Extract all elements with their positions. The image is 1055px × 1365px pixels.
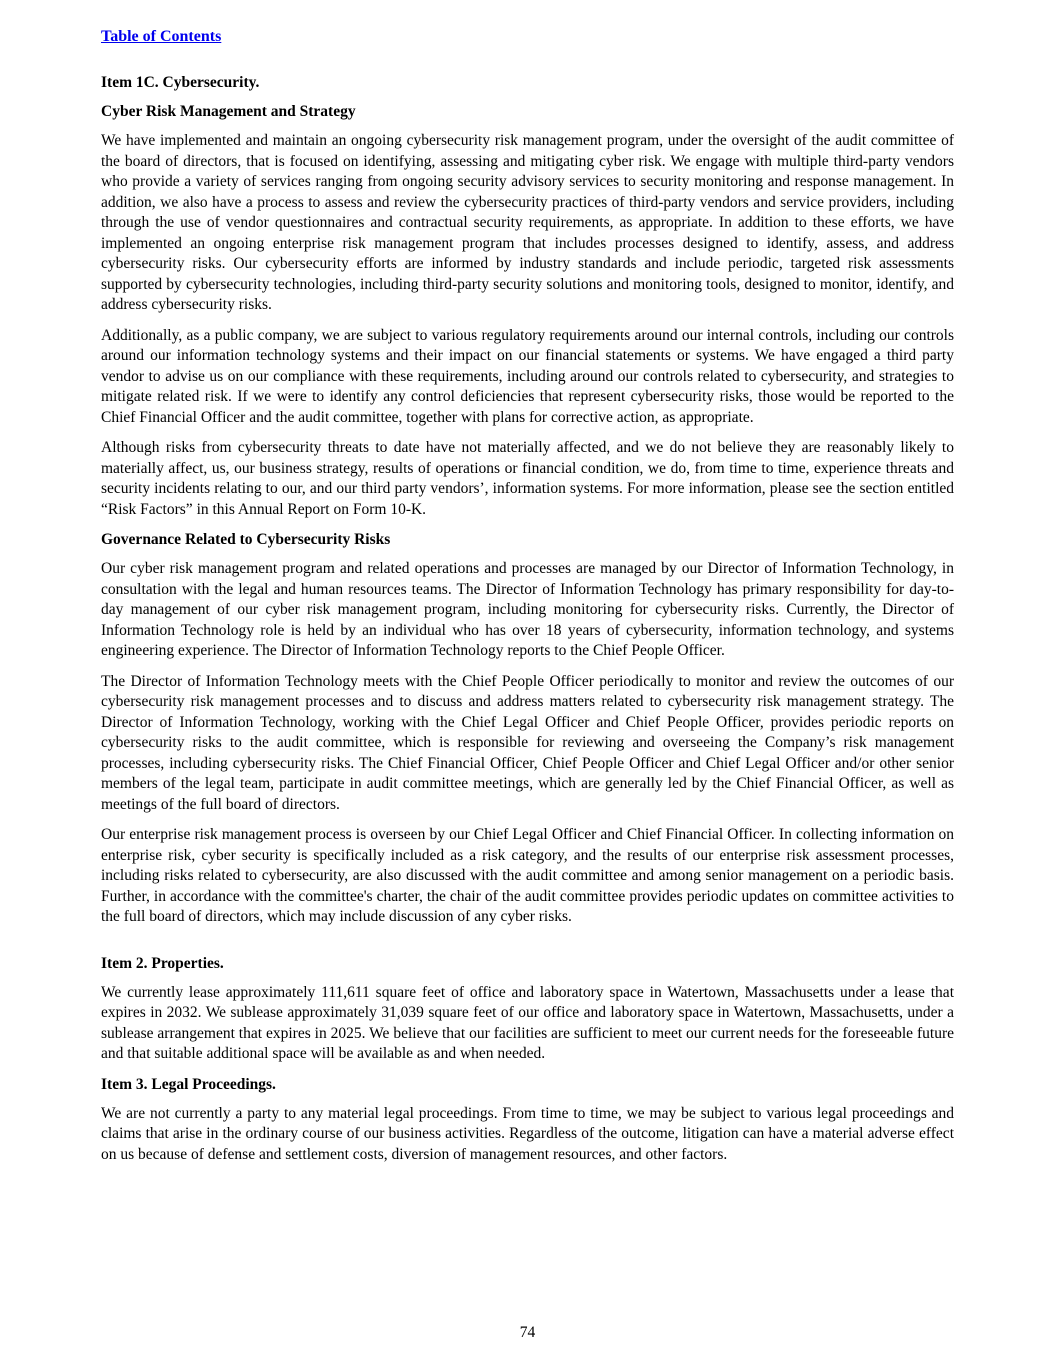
page-number: 74 bbox=[519, 1324, 536, 1341]
strategy-paragraph-1: We have implemented and maintain an ongoing cybersecurity risk management program, under the oversight of the audit committee of the board of directors, that is focused on identifying, assessing and mitigating cyber risk. We engage with multiple third-party vendors who provide a variety of services ranging from ongoing security advisory services to security monitoring and response management. In addition, we also have a process to assess and review the cybersecurity practices of third-party vendors and service providers, including through the use of vendor questionnaires and contractual security requirements, as appropriate. In addition to these efforts, we have implemented an ongoing enterprise risk management program that includes processes designed to identify, assess, and address cybersecurity risks. Our cybersecurity efforts are informed by industry standards and include periodic, targeted risk assessments supported by cybersecurity technologies, including third-party security solutions and monitoring tools, designed to monitor, identify, and address cybersecurity risks. bbox=[101, 132, 954, 313]
governance-paragraph-3: Our enterprise risk management process is overseen by our Chief Legal Officer and Chief Financial Officer. In collecting information on enterprise risk, cyber security is specifically included as a risk category, and the results of our enterprise risk assessment processes, including risks related to cybersecurity, are also discussed with the audit committee and among senior management on a periodic basis. Further, in accordance with the committee's charter, the chair of the audit committee provides periodic updates on committee activities to the full board of directors, which may include discussion of any cyber risks. bbox=[101, 826, 954, 925]
governance-heading: Governance Related to Cybersecurity Risks bbox=[101, 531, 391, 548]
document-page bbox=[101, 27, 954, 1175]
strategy-paragraph-2: Additionally, as a public company, we are subject to various regulatory requirements around our internal controls, including our controls around our information technology systems and their impact on our financial statements or systems. We have engaged a third party vendor to advise us on our compliance with these requirements, including around our controls related to cybersecurity, and strategies to mitigate related risk. If we were to identify any control deficiencies that represent cybersecurity risks, those would be reported to the Chief Financial Officer and the audit committee, together with plans for corrective action, as appropriate. bbox=[101, 326, 954, 426]
item-3-title: Item 3. Legal Proceedings. bbox=[101, 1075, 276, 1093]
legal-proceedings-paragraph: We are not currently a party to any material legal proceedings. From time to time, we may be subject to various legal proceedings and claims that arise in the ordinary course of our business activities. Regardless of the outcome, litigation can have a material adverse effect on us because of defense and settlement costs, diversion of management resources, and other factors. bbox=[101, 1104, 954, 1163]
item-1c-title: Item 1C. Cybersecurity. bbox=[101, 74, 260, 91]
governance-paragraph-2: The Director of Information Technology meets with the Chief People Officer periodically to monitor and review the outcomes of our cybersecurity risk management processes and to discuss and address matters related to cybersecurity risk management strategy. The Director of Information Technology, working with the Chief Legal Officer and Chief People Officer, provides periodic reports on cybersecurity risks to the audit committee, which is responsible for reviewing and overseeing the Company’s risk management processes, including cybersecurity risks. The Chief Financial Officer, Chief People Officer and Chief Legal Officer and/or other senior members of the legal team, participate in audit committee meetings, which are generally led by the Chief Financial Officer, as well as meetings of the full board of directors. bbox=[101, 672, 954, 813]
cyber-risk-strategy-heading: Cyber Risk Management and Strategy bbox=[101, 103, 356, 120]
properties-paragraph: We currently lease approximately 111,611 square feet of office and laboratory space in Watertown, Massachusetts under a lease that expires in 2032. We sublease approximately 31,039 square feet of our office and laboratory space in Watertown, Massachusetts, under a sublease arrangement that expires in 2025. We believe that our facilities are sufficient to meet our current needs for the foreseeable future and that suitable additional space will be available as and when needed. bbox=[101, 983, 954, 1062]
item-2-title: Item 2. Properties. bbox=[101, 954, 224, 972]
governance-paragraph-1: Our cyber risk management program and related operations and processes are managed by our Director of Information Technology, in consultation with the legal and human resources teams. The Director of Information Technology has primary responsibility for day-to-day management of our cyber risk management program, including monitoring for cybersecurity risks. Currently, the Director of Information Technology role is held by an individual who has over 18 years of cybersecurity, information technology, and systems engineering experience. The Director of Information Technology reports to the Chief People Officer. bbox=[101, 560, 954, 659]
table-of-contents-link[interactable]: Table of Contents bbox=[101, 28, 222, 45]
strategy-paragraph-3: Although risks from cybersecurity threats to date have not materially affected, and we do not believe they are reasonably likely to materially affect, us, our business strategy, results of operations or financial condition, we do, from time to time, experience threats and security incidents relating to our, and our third party vendors’, information systems. For more information, please see the section entitled “Risk Factors” in this Annual Report on Form 10-K. bbox=[101, 439, 954, 518]
